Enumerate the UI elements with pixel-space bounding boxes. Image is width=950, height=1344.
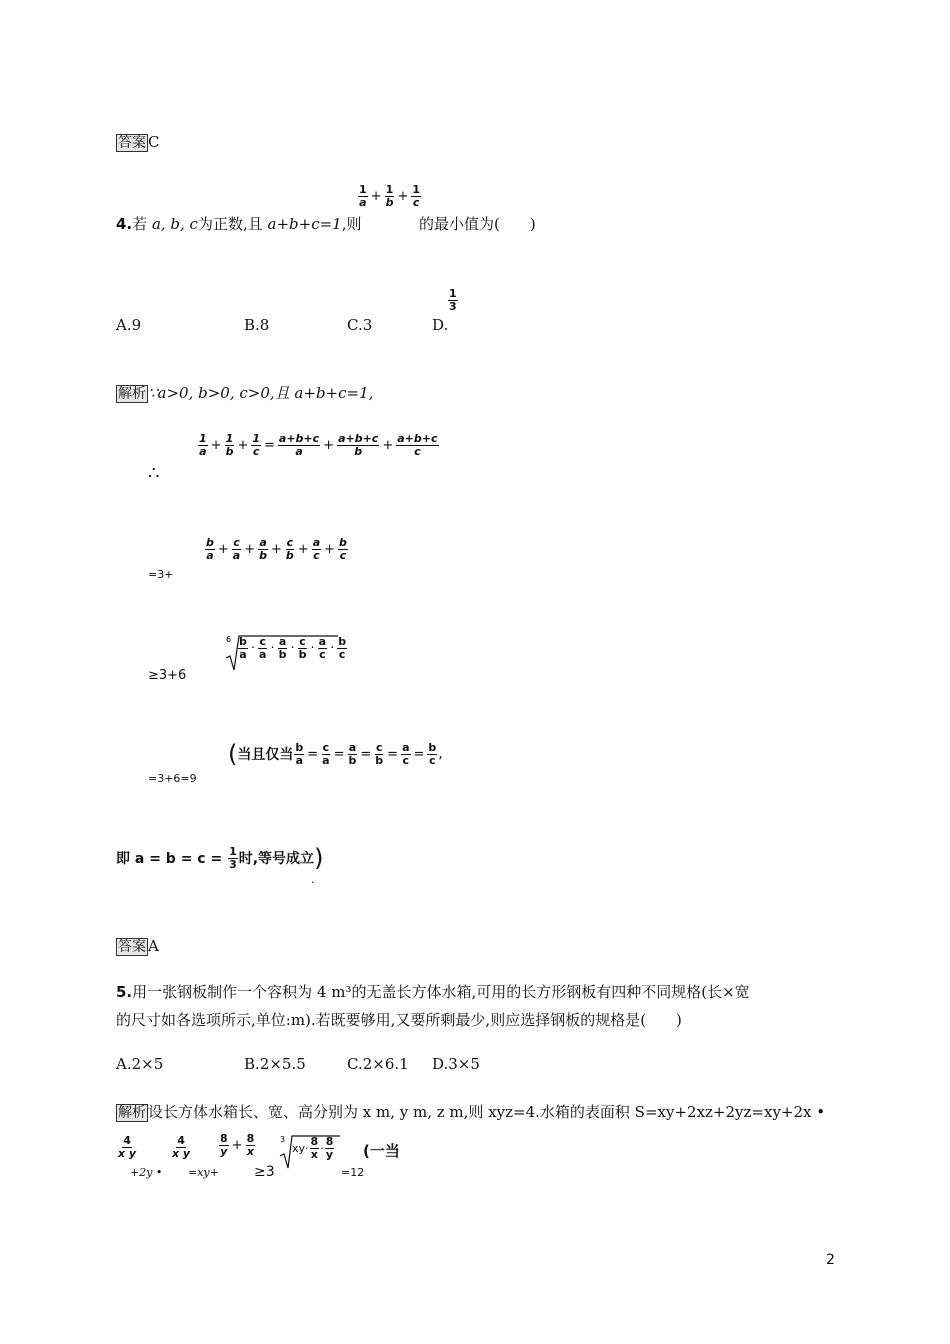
answer-block: [116, 133, 159, 151]
stem-text: ,则: [341, 215, 362, 233]
step3-root: [224, 632, 347, 678]
fraction: $\frac{c}{a}$: [322, 740, 330, 767]
cube-root: 3 xy· $\frac{8}{x}$ · $\frac{8}{y}$: [278, 1132, 342, 1176]
step1-equation: [197, 433, 440, 458]
fraction: $\frac{b}{c}$: [338, 635, 347, 661]
operator: ·: [270, 641, 275, 656]
fraction: $\frac{b}{a}$: [239, 635, 247, 661]
analysis-text: ∵a>0, b>0, c>0,且 a+b+c=1,: [148, 384, 374, 402]
operator: +: [210, 438, 222, 453]
equals-xy-plus: =xy+: [188, 1166, 219, 1179]
fraction: $\frac{a}{b}$: [259, 536, 267, 562]
operator: +: [237, 438, 249, 453]
equals-12: =12: [341, 1166, 365, 1179]
operator: ·: [330, 641, 335, 656]
option-c: C.2×6.1: [347, 1055, 409, 1073]
operator: =: [307, 746, 319, 762]
analysis-5-line-1: [116, 1101, 825, 1122]
answer-tag: 答案: [118, 939, 146, 955]
fraction: $\frac{1}{c}$: [252, 432, 260, 458]
operator: =: [387, 746, 399, 762]
answer-block: [116, 937, 159, 955]
fraction: $\frac{1}{a}$: [199, 432, 207, 458]
sum-8y-8x: $\frac{8}{y}$ + $\frac{8}{x}$: [220, 1132, 255, 1158]
step2-prefix: =3+: [148, 568, 174, 581]
option-a: A.9: [116, 316, 142, 334]
answer-tag: 答案: [118, 135, 146, 151]
fraction: $\frac{b}{c}$: [428, 740, 437, 767]
answer-value: A: [148, 937, 159, 955]
fraction: $\frac{a}{b}$: [348, 740, 357, 767]
option-c: C.3: [347, 316, 373, 334]
step4-prefix: =3+6=9: [148, 772, 197, 785]
stem-vars: a, b, c: [151, 215, 198, 233]
operator: +: [217, 542, 229, 557]
step2-expression: [204, 537, 349, 562]
question-number: 5.: [116, 983, 133, 1001]
option-a: A.2×5: [116, 1055, 164, 1073]
operator: +: [244, 542, 256, 557]
fraction: $\frac{a+b+c}{b}$: [338, 432, 379, 458]
analysis-text: 设长方体水箱长、宽、高分别为 x m, y m, z m,则 xyz=4.水箱的表面积 S=xy+2xz+2yz=xy+2x •: [148, 1103, 826, 1121]
fraction: $\frac{b}{c}$: [339, 536, 347, 562]
page-number: 2: [826, 1252, 835, 1268]
operator: +: [324, 542, 336, 557]
fraction: $\frac{a}{c}$: [312, 536, 321, 562]
fraction: $\frac{a}{c}$: [402, 740, 410, 767]
step3-prefix: ≥3+6: [148, 668, 187, 683]
operator: +: [297, 542, 309, 557]
stem-condition: a+b+c=1: [267, 215, 342, 233]
analysis-tag: 解析: [118, 386, 146, 402]
operator: =: [333, 746, 345, 762]
fraction: $\frac{a+b+c}{c}$: [397, 432, 438, 458]
equality-condition: (当且仅当 $\frac{b}{a}$ = $\frac{c}{a}$ = $\frac{a}{b}$ = $\frac{c}{b}$ = $\frac{a}{c}$ = $\frac{b}{c}$ ,: [228, 740, 443, 768]
stem-text: 用一张钢板制作一个容积为 4 m³的无盖长方体水箱,可用的长方形钢板有四种不同规格(长×宽: [132, 983, 750, 1001]
option-d-fraction: $\frac{1}{3}$: [449, 287, 457, 313]
q4-expression: $\frac{1}{a}$ + $\frac{1}{b}$ + $\frac{1}{c}$: [359, 183, 420, 209]
option-b: B.8: [244, 316, 270, 334]
operator: ·: [310, 641, 315, 656]
period-mark: .: [311, 872, 315, 886]
operator: ·: [290, 641, 295, 656]
question-5-line-2: 的尺寸如各选项所示,单位:m).若既要够用,又要所剩最少,则应选择钢板的规格是( ): [116, 1011, 682, 1029]
stem-text: 为正数,且: [197, 215, 263, 233]
plus-2y: +2y •: [130, 1166, 163, 1179]
answer-value: C: [148, 133, 160, 151]
fraction: $\frac{a}{b}$: [278, 635, 287, 661]
frac-4-over-xy: $\frac{4}{\text{x y}}$: [172, 1134, 191, 1160]
operator: +: [382, 438, 394, 453]
question-4-stem: [116, 213, 362, 234]
therefore-symbol: ∴: [148, 463, 160, 484]
condition-start: (一当: [363, 1142, 400, 1160]
fraction: $\frac{a}{c}$: [318, 635, 327, 661]
svg-text:6: 6: [226, 635, 232, 644]
question-5-line-1: [116, 981, 750, 1002]
fraction: $\frac{c}{a}$: [259, 635, 267, 661]
frac-4-over-xy: $\frac{4}{\text{x y}}$: [118, 1134, 137, 1160]
option-d: D.3×5: [432, 1055, 480, 1073]
option-b: B.2×5.5: [244, 1055, 306, 1073]
geq-3: ≥3: [254, 1164, 275, 1180]
question-number: 4.: [116, 215, 133, 233]
fraction: $\frac{c}{b}$: [375, 740, 384, 767]
fraction: $\frac{b}{a}$: [295, 740, 304, 767]
fraction: $\frac{c}{b}$: [298, 635, 307, 661]
operator: =: [413, 746, 425, 762]
stem-text-end: 的最小值为( ): [419, 215, 536, 233]
fraction: $\frac{c}{a}$: [232, 536, 241, 562]
fraction: $\frac{b}{a}$: [206, 536, 214, 562]
fraction: $\frac{1}{b}$: [225, 432, 234, 458]
operator: =: [360, 746, 372, 762]
operator: =: [264, 438, 275, 453]
fraction: $\frac{c}{b}$: [285, 536, 294, 562]
operator: ·: [250, 641, 256, 656]
operator: +: [271, 542, 282, 557]
fraction: $\frac{a+b+c}{a}$: [278, 432, 320, 458]
analysis-line-1: [116, 382, 373, 403]
operator: +: [323, 438, 335, 453]
stem-text: 若: [132, 215, 148, 233]
svg-text:3: 3: [280, 1135, 286, 1144]
option-d: D.: [432, 316, 449, 334]
equality-statement: 即 a = b = c = $\frac{1}{3}$ 时,等号成立): [116, 844, 324, 872]
analysis-tag: 解析: [118, 1105, 146, 1121]
